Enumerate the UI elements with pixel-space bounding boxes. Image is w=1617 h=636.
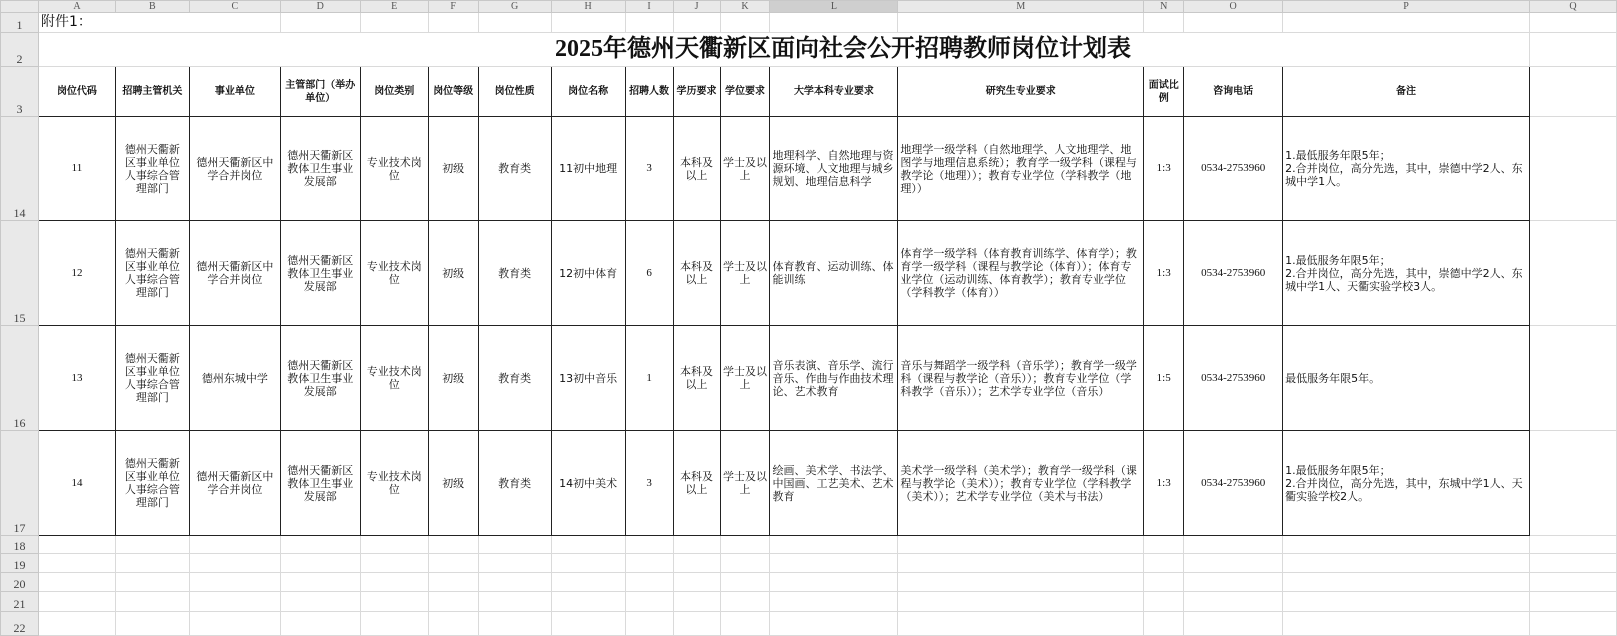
empty-cell[interactable] xyxy=(189,612,280,636)
empty-cell[interactable] xyxy=(115,536,189,554)
empty-cell[interactable] xyxy=(115,554,189,573)
empty-cell[interactable] xyxy=(1184,554,1283,573)
table-cell-面试比例[interactable]: 1:3 xyxy=(1144,431,1184,536)
row-header[interactable]: 19 xyxy=(1,554,39,573)
column-header-C[interactable]: C xyxy=(189,1,280,13)
row-header[interactable]: 2 xyxy=(1,33,39,67)
table-cell-学历要求[interactable]: 本科及以上 xyxy=(673,326,720,431)
table-cell-招聘主管机关[interactable]: 德州天衢新区事业单位人事综合管理部门 xyxy=(115,326,189,431)
empty-cell[interactable] xyxy=(1144,13,1184,33)
table-cell-备注[interactable]: 1.最低服务年限5年； 2.合并岗位，高分先选，其中，东城中学1人、天衢实验学校2人。 xyxy=(1283,431,1530,536)
empty-cell[interactable] xyxy=(625,573,673,592)
column-header-M[interactable]: M xyxy=(898,1,1144,13)
empty-cell[interactable] xyxy=(280,612,360,636)
empty-cell[interactable] xyxy=(898,536,1144,554)
empty-cell[interactable] xyxy=(1529,67,1616,117)
table-cell-岗位名称[interactable]: 11初中地理 xyxy=(551,117,625,221)
table-cell-咨询电话[interactable]: 0534-2753960 xyxy=(1184,221,1283,326)
table-cell-事业单位[interactable]: 德州天衢新区中学合并岗位 xyxy=(189,431,280,536)
empty-cell[interactable] xyxy=(360,554,428,573)
column-header-L[interactable]: L xyxy=(770,1,898,13)
empty-cell[interactable] xyxy=(280,573,360,592)
table-cell-研究生专业要求[interactable]: 美术学一级学科（美术学）；教育学一级学科（课程与教学论（美术））；教育专业学位（学科教学（美术））；艺术学专业学位（美术与书法） xyxy=(898,431,1144,536)
column-header-A[interactable]: A xyxy=(38,1,115,13)
table-cell-招聘人数[interactable]: 3 xyxy=(625,117,673,221)
empty-cell[interactable] xyxy=(1184,536,1283,554)
table-cell-事业单位[interactable]: 德州天衢新区中学合并岗位 xyxy=(189,221,280,326)
table-cell-岗位代码[interactable]: 11 xyxy=(38,117,115,221)
table-header-cell[interactable]: 招聘主管机关 xyxy=(115,67,189,117)
empty-cell[interactable] xyxy=(280,554,360,573)
empty-cell[interactable] xyxy=(898,573,1144,592)
table-header-cell[interactable]: 岗位等级 xyxy=(428,67,478,117)
empty-cell[interactable] xyxy=(478,554,551,573)
empty-cell[interactable] xyxy=(1529,13,1616,33)
table-cell-大学本科专业要求[interactable]: 体育教育、运动训练、体能训练 xyxy=(770,221,898,326)
table-cell-岗位等级[interactable]: 初级 xyxy=(428,221,478,326)
table-header-cell[interactable]: 大学本科专业要求 xyxy=(770,67,898,117)
table-cell-岗位类别[interactable]: 专业技术岗位 xyxy=(360,221,428,326)
empty-cell[interactable] xyxy=(898,592,1144,612)
table-cell-岗位代码[interactable]: 12 xyxy=(38,221,115,326)
column-header-E[interactable]: E xyxy=(360,1,428,13)
empty-cell[interactable] xyxy=(1529,117,1616,221)
empty-cell[interactable] xyxy=(280,13,360,33)
table-header-cell[interactable]: 岗位性质 xyxy=(478,67,551,117)
table-header-cell[interactable]: 事业单位 xyxy=(189,67,280,117)
table-cell-岗位性质[interactable]: 教育类 xyxy=(478,221,551,326)
select-all-corner[interactable] xyxy=(1,1,39,13)
empty-cell[interactable] xyxy=(551,13,625,33)
empty-cell[interactable] xyxy=(360,13,428,33)
table-cell-学位要求[interactable]: 学士及以上 xyxy=(720,117,770,221)
table-header-cell[interactable]: 招聘人数 xyxy=(625,67,673,117)
table-header-cell[interactable]: 咨询电话 xyxy=(1184,67,1283,117)
table-cell-备注[interactable]: 1.最低服务年限5年； 2.合并岗位，高分先选，其中，崇德中学2人、东城中学1人。 xyxy=(1283,117,1530,221)
empty-cell[interactable] xyxy=(428,554,478,573)
row-header[interactable]: 21 xyxy=(1,592,39,612)
empty-cell[interactable] xyxy=(360,573,428,592)
row-header[interactable]: 16 xyxy=(1,326,39,431)
empty-cell[interactable] xyxy=(720,13,770,33)
table-cell-招聘主管机关[interactable]: 德州天衢新区事业单位人事综合管理部门 xyxy=(115,221,189,326)
table-cell-岗位类别[interactable]: 专业技术岗位 xyxy=(360,117,428,221)
empty-cell[interactable] xyxy=(898,554,1144,573)
empty-cell[interactable] xyxy=(1184,612,1283,636)
row-header[interactable]: 14 xyxy=(1,117,39,221)
row-header[interactable]: 18 xyxy=(1,536,39,554)
empty-cell[interactable] xyxy=(1144,592,1184,612)
table-header-cell[interactable]: 岗位代码 xyxy=(38,67,115,117)
table-cell-学历要求[interactable]: 本科及以上 xyxy=(673,431,720,536)
empty-cell[interactable] xyxy=(360,612,428,636)
column-header-O[interactable]: O xyxy=(1184,1,1283,13)
row-header[interactable]: 1 xyxy=(1,13,39,33)
empty-cell[interactable] xyxy=(770,592,898,612)
empty-cell[interactable] xyxy=(38,612,115,636)
empty-cell[interactable] xyxy=(1283,13,1530,33)
empty-cell[interactable] xyxy=(1529,431,1616,536)
empty-cell[interactable] xyxy=(625,536,673,554)
table-cell-岗位等级[interactable]: 初级 xyxy=(428,326,478,431)
empty-cell[interactable] xyxy=(1283,554,1530,573)
table-cell-岗位类别[interactable]: 专业技术岗位 xyxy=(360,326,428,431)
empty-cell[interactable] xyxy=(189,536,280,554)
column-header-B[interactable]: B xyxy=(115,1,189,13)
empty-cell[interactable] xyxy=(625,554,673,573)
table-header-cell[interactable]: 备注 xyxy=(1283,67,1530,117)
empty-cell[interactable] xyxy=(720,554,770,573)
empty-cell[interactable] xyxy=(478,536,551,554)
table-cell-事业单位[interactable]: 德州东城中学 xyxy=(189,326,280,431)
row-header[interactable]: 3 xyxy=(1,67,39,117)
table-cell-主管部门（举办单位）[interactable]: 德州天衢新区教体卫生事业发展部 xyxy=(280,326,360,431)
empty-cell[interactable] xyxy=(1184,592,1283,612)
empty-cell[interactable] xyxy=(1184,573,1283,592)
empty-cell[interactable] xyxy=(673,536,720,554)
empty-cell[interactable] xyxy=(1529,326,1616,431)
table-cell-大学本科专业要求[interactable]: 绘画、美术学、书法学、中国画、工艺美术、艺术教育 xyxy=(770,431,898,536)
table-cell-大学本科专业要求[interactable]: 音乐表演、音乐学、流行音乐、作曲与作曲技术理论、艺术教育 xyxy=(770,326,898,431)
empty-cell[interactable] xyxy=(1529,221,1616,326)
row-header[interactable]: 20 xyxy=(1,573,39,592)
table-cell-大学本科专业要求[interactable]: 地理科学、自然地理与资源环境、人文地理与城乡规划、地理信息科学 xyxy=(770,117,898,221)
sheet-row-1 xyxy=(1,13,1617,33)
table-cell-面试比例[interactable]: 1:3 xyxy=(1144,117,1184,221)
table-cell-岗位性质[interactable]: 教育类 xyxy=(478,431,551,536)
table-cell-招聘人数[interactable]: 1 xyxy=(625,326,673,431)
empty-cell[interactable] xyxy=(1529,612,1616,636)
empty-cell[interactable] xyxy=(1144,536,1184,554)
table-cell-岗位性质[interactable]: 教育类 xyxy=(478,117,551,221)
empty-cell[interactable] xyxy=(770,554,898,573)
empty-cell[interactable] xyxy=(1529,33,1616,67)
table-cell-岗位等级[interactable]: 初级 xyxy=(428,117,478,221)
table-row xyxy=(1,117,1617,221)
table-cell-面试比例[interactable]: 1:5 xyxy=(1144,326,1184,431)
row-header[interactable]: 17 xyxy=(1,431,39,536)
empty-cell[interactable] xyxy=(551,612,625,636)
empty-cell[interactable] xyxy=(625,592,673,612)
empty-cell[interactable] xyxy=(478,13,551,33)
empty-cell[interactable] xyxy=(720,612,770,636)
empty-cell[interactable] xyxy=(551,573,625,592)
empty-cell[interactable] xyxy=(428,573,478,592)
empty-cell[interactable] xyxy=(360,536,428,554)
table-header-cell[interactable]: 学位要求 xyxy=(720,67,770,117)
table-cell-咨询电话[interactable]: 0534-2753960 xyxy=(1184,117,1283,221)
table-cell-招聘人数[interactable]: 6 xyxy=(625,221,673,326)
empty-cell[interactable] xyxy=(770,13,898,33)
table-cell-研究生专业要求[interactable]: 音乐与舞蹈学一级学科（音乐学）；教育学一级学科（课程与教学论（音乐））；教育专业学位（学科教学（音乐））；艺术学专业学位（音乐） xyxy=(898,326,1144,431)
table-cell-主管部门（举办单位）[interactable]: 德州天衢新区教体卫生事业发展部 xyxy=(280,117,360,221)
table-header-cell[interactable]: 面试比例 xyxy=(1144,67,1184,117)
empty-cell[interactable] xyxy=(428,592,478,612)
empty-cell[interactable] xyxy=(770,612,898,636)
empty-cell[interactable] xyxy=(720,573,770,592)
empty-cell[interactable] xyxy=(360,592,428,612)
empty-cell[interactable] xyxy=(898,13,1144,33)
empty-cell[interactable] xyxy=(1283,612,1530,636)
empty-cell[interactable] xyxy=(673,13,720,33)
empty-cell[interactable] xyxy=(1283,592,1530,612)
table-cell-学位要求[interactable]: 学士及以上 xyxy=(720,221,770,326)
empty-cell[interactable] xyxy=(673,592,720,612)
table-cell-研究生专业要求[interactable]: 体育学一级学科（体育教育训练学、体育学）；教育学一级学科（课程与教学论（体育））；体育专业学位（运动训练、体育教学）；教育专业学位（学科教学（体育）） xyxy=(898,221,1144,326)
table-cell-学位要求[interactable]: 学士及以上 xyxy=(720,326,770,431)
empty-cell[interactable] xyxy=(1529,536,1616,554)
table-cell-学历要求[interactable]: 本科及以上 xyxy=(673,117,720,221)
empty-cell[interactable] xyxy=(428,536,478,554)
empty-cell[interactable] xyxy=(115,592,189,612)
empty-cell[interactable] xyxy=(478,612,551,636)
table-header-cell[interactable]: 研究生专业要求 xyxy=(898,67,1144,117)
empty-cell[interactable] xyxy=(551,554,625,573)
empty-cell[interactable] xyxy=(428,612,478,636)
empty-cell[interactable] xyxy=(478,573,551,592)
empty-cell[interactable] xyxy=(38,536,115,554)
table-cell-招聘主管机关[interactable]: 德州天衢新区事业单位人事综合管理部门 xyxy=(115,431,189,536)
table-cell-招聘人数[interactable]: 3 xyxy=(625,431,673,536)
table-cell-备注[interactable]: 1.最低服务年限5年； 2.合并岗位，高分先选，其中，崇德中学2人、东城中学1人、天衢实验学校3人。 xyxy=(1283,221,1530,326)
column-header-D[interactable]: D xyxy=(280,1,360,13)
table-cell-事业单位[interactable]: 德州天衢新区中学合并岗位 xyxy=(189,117,280,221)
table-cell-主管部门（举办单位）[interactable]: 德州天衢新区教体卫生事业发展部 xyxy=(280,221,360,326)
sheet-title[interactable]: 2025年德州天衢新区面向社会公开招聘教师岗位计划表 xyxy=(38,33,1529,67)
empty-cell[interactable] xyxy=(625,612,673,636)
table-cell-咨询电话[interactable]: 0534-2753960 xyxy=(1184,431,1283,536)
empty-cell[interactable] xyxy=(1144,554,1184,573)
empty-cell[interactable] xyxy=(38,592,115,612)
empty-cell[interactable] xyxy=(1529,554,1616,573)
row-header[interactable]: 15 xyxy=(1,221,39,326)
table-cell-岗位性质[interactable]: 教育类 xyxy=(478,326,551,431)
table-header-cell[interactable]: 主管部门（举办单位） xyxy=(280,67,360,117)
empty-cell[interactable] xyxy=(280,592,360,612)
table-header-cell[interactable]: 岗位名称 xyxy=(551,67,625,117)
empty-cell[interactable] xyxy=(720,592,770,612)
empty-cell[interactable] xyxy=(189,592,280,612)
empty-cell[interactable] xyxy=(551,536,625,554)
empty-cell[interactable] xyxy=(115,573,189,592)
table-cell-咨询电话[interactable]: 0534-2753960 xyxy=(1184,326,1283,431)
empty-cell[interactable] xyxy=(1144,612,1184,636)
empty-cell[interactable] xyxy=(1529,592,1616,612)
empty-cell[interactable] xyxy=(115,612,189,636)
empty-cell[interactable] xyxy=(189,573,280,592)
empty-cell[interactable] xyxy=(673,612,720,636)
column-header-N[interactable]: N xyxy=(1144,1,1184,13)
table-cell-岗位类别[interactable]: 专业技术岗位 xyxy=(360,431,428,536)
attachment-label[interactable]: 附件1： xyxy=(38,13,280,33)
empty-cell[interactable] xyxy=(1184,13,1283,33)
empty-cell[interactable] xyxy=(1144,573,1184,592)
table-cell-学历要求[interactable]: 本科及以上 xyxy=(673,221,720,326)
empty-cell[interactable] xyxy=(770,573,898,592)
column-header-F[interactable]: F xyxy=(428,1,478,13)
table-cell-岗位名称[interactable]: 12初中体育 xyxy=(551,221,625,326)
empty-cell[interactable] xyxy=(38,554,115,573)
table-row xyxy=(1,431,1617,536)
empty-cell[interactable] xyxy=(1283,536,1530,554)
empty-cell[interactable] xyxy=(1283,573,1530,592)
empty-cell[interactable] xyxy=(428,13,478,33)
table-cell-主管部门（举办单位）[interactable]: 德州天衢新区教体卫生事业发展部 xyxy=(280,431,360,536)
row-header[interactable]: 22 xyxy=(1,612,39,636)
table-cell-岗位代码[interactable]: 13 xyxy=(38,326,115,431)
table-cell-岗位名称[interactable]: 14初中美术 xyxy=(551,431,625,536)
table-cell-备注[interactable]: 最低服务年限5年。 xyxy=(1283,326,1530,431)
table-row xyxy=(1,326,1617,431)
column-header-K[interactable]: K xyxy=(720,1,770,13)
empty-cell[interactable] xyxy=(551,592,625,612)
table-header-cell[interactable]: 岗位类别 xyxy=(360,67,428,117)
column-header-H[interactable]: H xyxy=(551,1,625,13)
empty-cell[interactable] xyxy=(673,554,720,573)
empty-cell[interactable] xyxy=(770,536,898,554)
table-cell-学位要求[interactable]: 学士及以上 xyxy=(720,431,770,536)
empty-cell[interactable] xyxy=(720,536,770,554)
column-header-Q[interactable]: Q xyxy=(1529,1,1616,13)
empty-cell[interactable] xyxy=(1529,573,1616,592)
column-header-P[interactable]: P xyxy=(1283,1,1530,13)
empty-cell[interactable] xyxy=(625,13,673,33)
table-row xyxy=(1,221,1617,326)
table-cell-面试比例[interactable]: 1:3 xyxy=(1144,221,1184,326)
column-header-I[interactable]: I xyxy=(625,1,673,13)
empty-cell[interactable] xyxy=(898,612,1144,636)
empty-cell[interactable] xyxy=(280,536,360,554)
table-cell-岗位等级[interactable]: 初级 xyxy=(428,431,478,536)
column-header-G[interactable]: G xyxy=(478,1,551,13)
table-cell-岗位代码[interactable]: 14 xyxy=(38,431,115,536)
table-cell-岗位名称[interactable]: 13初中音乐 xyxy=(551,326,625,431)
empty-cell[interactable] xyxy=(189,554,280,573)
empty-cell[interactable] xyxy=(478,592,551,612)
empty-cell[interactable] xyxy=(673,573,720,592)
table-header-cell[interactable]: 学历要求 xyxy=(673,67,720,117)
table-cell-招聘主管机关[interactable]: 德州天衢新区事业单位人事综合管理部门 xyxy=(115,117,189,221)
column-header-J[interactable]: J xyxy=(673,1,720,13)
empty-cell[interactable] xyxy=(38,573,115,592)
table-cell-研究生专业要求[interactable]: 地理学一级学科（自然地理学、人文地理学、地图学与地理信息系统）；教育学一级学科（课程与教学论（地理））；教育专业学位（学科教学（地理）） xyxy=(898,117,1144,221)
